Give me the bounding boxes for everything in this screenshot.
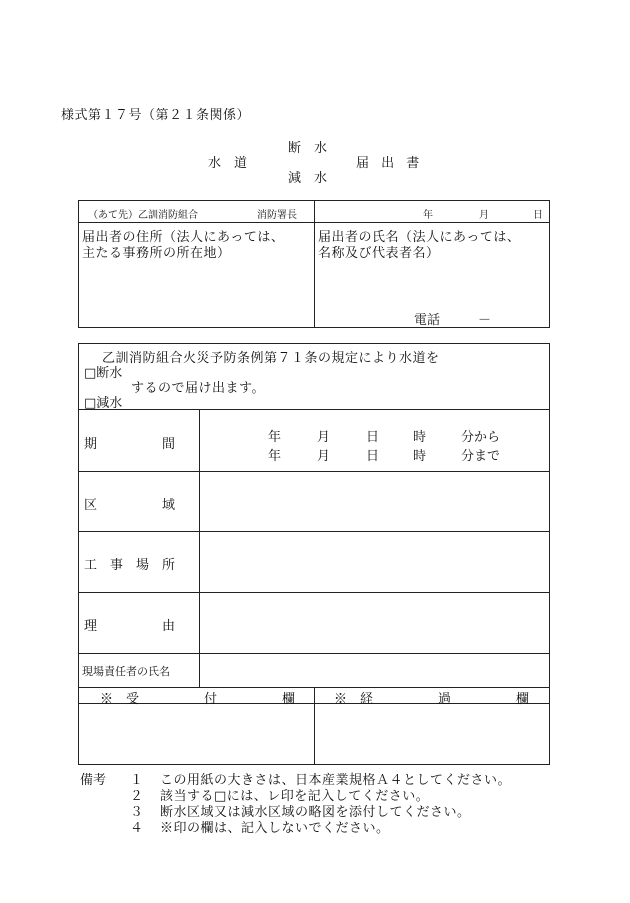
title-suido: 水 道	[208, 156, 248, 171]
date-month: 月	[479, 210, 489, 221]
label-column-divider	[199, 409, 200, 687]
period-to-year: 年	[268, 449, 282, 464]
period-from-month: 月	[317, 430, 331, 445]
title-option-gensui: 減 水	[288, 171, 328, 186]
site-label: 工 事 場 所	[84, 558, 176, 573]
notes-label: 備考	[80, 773, 107, 788]
period-to-minute: 分まで	[461, 449, 501, 464]
manager-label: 現場責任者の氏名	[82, 665, 170, 678]
progress-header: ※ 経 過 欄	[334, 692, 530, 707]
note-text-4: ※印の欄は、記入しないでください。	[160, 821, 390, 836]
area-label: 区 域	[84, 498, 176, 513]
date-year: 年	[423, 210, 433, 221]
option-gensui: □減水	[84, 396, 123, 411]
note-text-1: この用紙の大きさは、日本産業規格Ａ４としてください。	[160, 773, 512, 788]
note-number-2: ２	[130, 789, 144, 804]
note-number-1: １	[130, 773, 144, 788]
row-divider-site	[78, 592, 550, 593]
row-divider-statement	[78, 409, 550, 410]
period-to-month: 月	[317, 449, 331, 464]
office-divider	[314, 687, 315, 765]
name-label-2: 名称及び代表者名）	[318, 246, 440, 261]
statement-line2: するので届け出ます。	[131, 381, 265, 396]
period-from-year: 年	[268, 430, 282, 445]
reception-header: ※ 受 付 欄	[100, 692, 296, 707]
address-label-2: 主たる事務所の所在地）	[82, 246, 231, 261]
note-text-2: 該当する□には、レ印を記入してください。	[160, 789, 430, 804]
period-to-hour: 時	[413, 449, 427, 464]
period-from-minute: 分から	[461, 430, 501, 445]
period-from-day: 日	[366, 430, 380, 445]
date-day: 日	[533, 210, 543, 221]
note-number-4: ４	[130, 821, 144, 836]
reason-label: 理 由	[84, 619, 176, 634]
row-divider-period	[78, 471, 550, 472]
note-text-3: 断水区域又は減水区域の略図を添付してください。	[160, 805, 471, 820]
note-number-3: ３	[130, 805, 144, 820]
form-number: 様式第１７号（第２１条関係）	[61, 108, 251, 123]
address-label-1: 届出者の住所（法人にあっては、	[82, 230, 285, 245]
period-to-day: 日	[366, 449, 380, 464]
period-label: 期 間	[84, 437, 176, 452]
title-option-dansui: 断 水	[288, 141, 328, 156]
option-dansui: □断水	[84, 366, 123, 381]
phone-label: 電話	[414, 313, 441, 328]
addressee: （あて先）乙訓消防組合	[88, 210, 198, 221]
statement-line1: 乙訓消防組合火災予防条例第７１条の規定により水道を	[102, 351, 440, 366]
header-divider	[78, 222, 550, 223]
row-divider-reason	[78, 653, 550, 654]
applicant-divider	[314, 200, 315, 328]
chief-title: 消防署長	[257, 210, 297, 221]
period-from-hour: 時	[413, 430, 427, 445]
row-divider-area	[78, 531, 550, 532]
name-label-1: 届出者の氏名（法人にあっては、	[318, 230, 521, 245]
title-todokedesho: 届 出 書	[356, 156, 424, 171]
phone-dash: －	[478, 313, 492, 328]
